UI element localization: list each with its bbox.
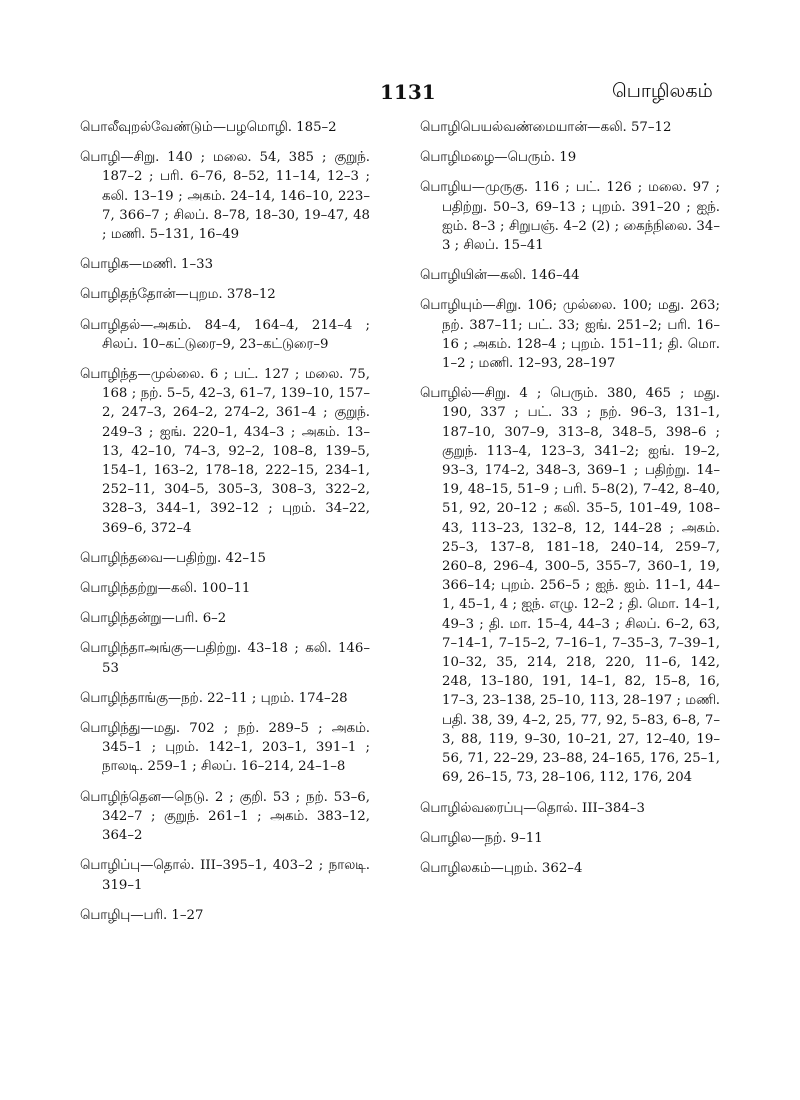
entry-references: —புறம். 362–4 [490, 860, 583, 876]
entry-references: —சிறு. 4 ; பெரும். 380, 465 ; மது. 190, 337 ; பட். 33 ; நற். 96–3, 131–1, 187–10, 307–9, 313–8, 348–5, 398–6 ; குறுந். 113–4, 123–3, 341–2; ஐங். 19–2, 93–3, 174–2, 348–3, 369–1 ; பதிற்று. 14–19, 48–15, 51–9 ; பரி. 5–8(2), 7–42, 8–40, 51, 92, 20–12 ; கலி. 35–5, 101–49, 108–43, 113–23, 132–8, 12, 144–28 ; அகம். 25–3, 137–8, 181–18, 240–14, 259–7, 260–8, 296–4, 300–5, 355–7, 360–1, 19, 366–14; புறம். 256–5 ; ஐந். ஐம். 11–1, 44–1, 45–1, 4 ; ஐந். எழு. 12–2 ; தி. மொ. 14–1, 49–3 ; தி. மா. 15–4, 44–3 ; சிலப். 6–2, 63, 7–14–1, 7–15–2, 7–16–1, 7–35–3, 7–39–1, 10–32, 35, 214, 218, 220, 11–6, 142, 248, 13–180, 191, 14–1, 82, 15–8, 16, 17–3, 23–138, 25–10, 113, 28–197 ; மணி. பதி. 38, 39, 4–2, 25, 77, 92, 5–83, 6–8, 7–3, 88, 119, 9–30, 10–21, 27, 12–40, 19–56, 71, 22–29, 23–88, 24–165, 176, 25–1, 69, 26–15, 73, 28–106, 112, 176, 204 [442, 386, 720, 786]
entry-references: —பெரும். 19 [494, 150, 577, 166]
entry-references: —கலி. 57–12 [587, 120, 672, 135]
entry-headword: பொழியும் [420, 298, 483, 314]
index-entry [420, 829, 720, 848]
left-column [80, 118, 370, 936]
entry-headword: பொழிமழை [420, 150, 495, 166]
index-entry [420, 118, 720, 137]
index-entry [420, 148, 720, 167]
index-entry [80, 719, 370, 777]
index-entry [80, 148, 370, 244]
entry-headword: பொழிந்து [80, 721, 141, 737]
right-column [420, 118, 720, 889]
entry-headword: பொழில்வரைப்பு [420, 800, 524, 816]
entry-references: —பதிற்று. 43–18 ; கலி. 146–53 [102, 641, 370, 676]
entry-headword: பொழிபெயல்வண்மையான் [420, 120, 588, 135]
page-number: 1131 [380, 80, 436, 104]
entry-headword: பொழிந்தற்று [80, 581, 158, 597]
index-entry [80, 285, 370, 304]
entry-headword: பொழிந்தென [80, 789, 161, 805]
entry-headword: பொழிபு [80, 907, 131, 923]
index-entry [80, 365, 370, 538]
entry-headword: பொழில் [420, 386, 472, 402]
index-entry [80, 316, 370, 354]
entry-references: —மணி. 1–33 [128, 257, 214, 273]
entry-headword: பொழிதல் [80, 317, 140, 333]
entry-headword: பொழிந்தாங்கு [80, 690, 168, 706]
index-entry [420, 296, 720, 373]
entry-references: —தொல். III–384–3 [523, 800, 645, 816]
entry-references: —பரி. 6–2 [161, 611, 227, 627]
entry-headword: பொழிந்த [80, 367, 138, 383]
entry-headword: பொழில [420, 830, 472, 846]
entry-references: —சிறு. 140 ; மலை. 54, 385 ; குறுந். 187–2 ; பரி. 6–76, 8–52, 11–14, 12–3 ; கலி. 13–19 ; அகம். 24–14, 146–10, 223–7, 366–7 ; சிலப். 8–78, 18–30, 19–47, 48 ; மணி. 5–131, 16–49 [102, 150, 370, 243]
index-entry [80, 549, 370, 568]
entry-references: —புறம. 378–12 [175, 287, 276, 303]
entry-references: —முருகு. 116 ; பட். 126 ; மலை. 97 ; பதிற்று. 50–3, 69–13 ; புறம். 391–20 ; ஐந். ஐம். 8–3 ; சிறுபஞ். 4–2 (2) ; கைந்நிலை. 34–3 ; சிலப். 15–41 [442, 180, 720, 254]
index-entry [420, 859, 720, 878]
index-entry [80, 609, 370, 628]
entry-headword: பொழிப்பு [80, 858, 141, 874]
entry-references: —தொல். III–395–1, 403–2 ; நாலடி. 319–1 [102, 858, 370, 893]
entry-references: —பழமொழி. 185–2 [212, 120, 337, 135]
entry-headword: பொழிய [420, 180, 472, 196]
index-entry [80, 856, 370, 894]
index-entry [80, 788, 370, 846]
index-entry [420, 178, 720, 255]
index-entry [420, 799, 720, 818]
entry-headword: பொலீவுறல்வேண்டும் [80, 120, 213, 135]
index-entry [80, 639, 370, 677]
running-head: பொழிலகம் [612, 80, 713, 102]
index-entry [80, 689, 370, 708]
index-entry [80, 906, 370, 925]
entry-headword: பொழிந்தன்று [80, 611, 162, 627]
entry-references: —கலி. 146–44 [486, 268, 580, 284]
entry-references: —கலி. 100–11 [157, 581, 251, 597]
entry-headword: பொழியின் [420, 268, 487, 284]
entry-references: —சிறு. 106; முல்லை. 100; மது. 263; நற். 387–11; பட். 33; ஐங். 251–2; பரி. 16–16 ; அகம். 128–4 ; புறம். 151–11; தி. மொ. 1–2 ; மணி. 12–93, 28–197 [442, 298, 720, 372]
entry-references: —பரி. 1–27 [130, 907, 204, 923]
entry-headword: பொழிந்தாஅங்கு [80, 641, 183, 657]
entry-headword: பொழிக [80, 257, 129, 273]
entry-references: —நற். 22–11 ; புறம். 174–28 [167, 690, 348, 706]
index-entry [80, 255, 370, 274]
index-entry [420, 266, 720, 285]
entry-references: —நெடு. 2 ; குறி. 53 ; நற். 53–6, 342–7 ; குறுந். 261–1 ; அகம். 383–12, 364–2 [102, 789, 370, 844]
entry-headword: பொழிந்தவை [80, 550, 163, 566]
entry-headword: பொழிலகம் [420, 860, 491, 876]
entry-references: —மது. 702 ; நற். 289–5 ; அகம். 345–1 ; புறம். 142–1, 203–1, 391–1 ; நாலடி. 259–1 ; சிலப். 16–214, 24–1–8 [102, 721, 370, 775]
entry-references: —அகம். 84–4, 164–4, 214–4 ; சிலப். 10–கட்டுரை–9, 23–கட்டுரை–9 [102, 317, 370, 352]
entry-headword: பொழிதந்தோன் [80, 287, 176, 303]
index-entry [420, 384, 720, 787]
entry-references: —பதிற்று. 42–15 [162, 550, 266, 566]
index-entry [80, 118, 370, 137]
index-entry [80, 579, 370, 598]
entry-references: —நற். 9–11 [471, 830, 543, 846]
entry-headword: பொழி [80, 150, 121, 166]
entry-references: —முல்லை. 6 ; பட். 127 ; மலை. 75, 168 ; நற். 5–5, 42–3, 61–7, 139–10, 157–2, 247–3, 264–2, 274–2, 361–4 ; குறுந். 249–3 ; ஐங். 220–1, 434–3 ; அகம். 13–13, 42–10, 74–3, 92–2, 108–8, 139–5, 154–1, 163–2, 178–18, 222–15, 234–1, 252–11, 304–5, 305–3, 308–3, 322–2, 328–3, 344–1, 392–12 ; புறம். 34–22, 369–6, 372–4 [102, 367, 370, 536]
